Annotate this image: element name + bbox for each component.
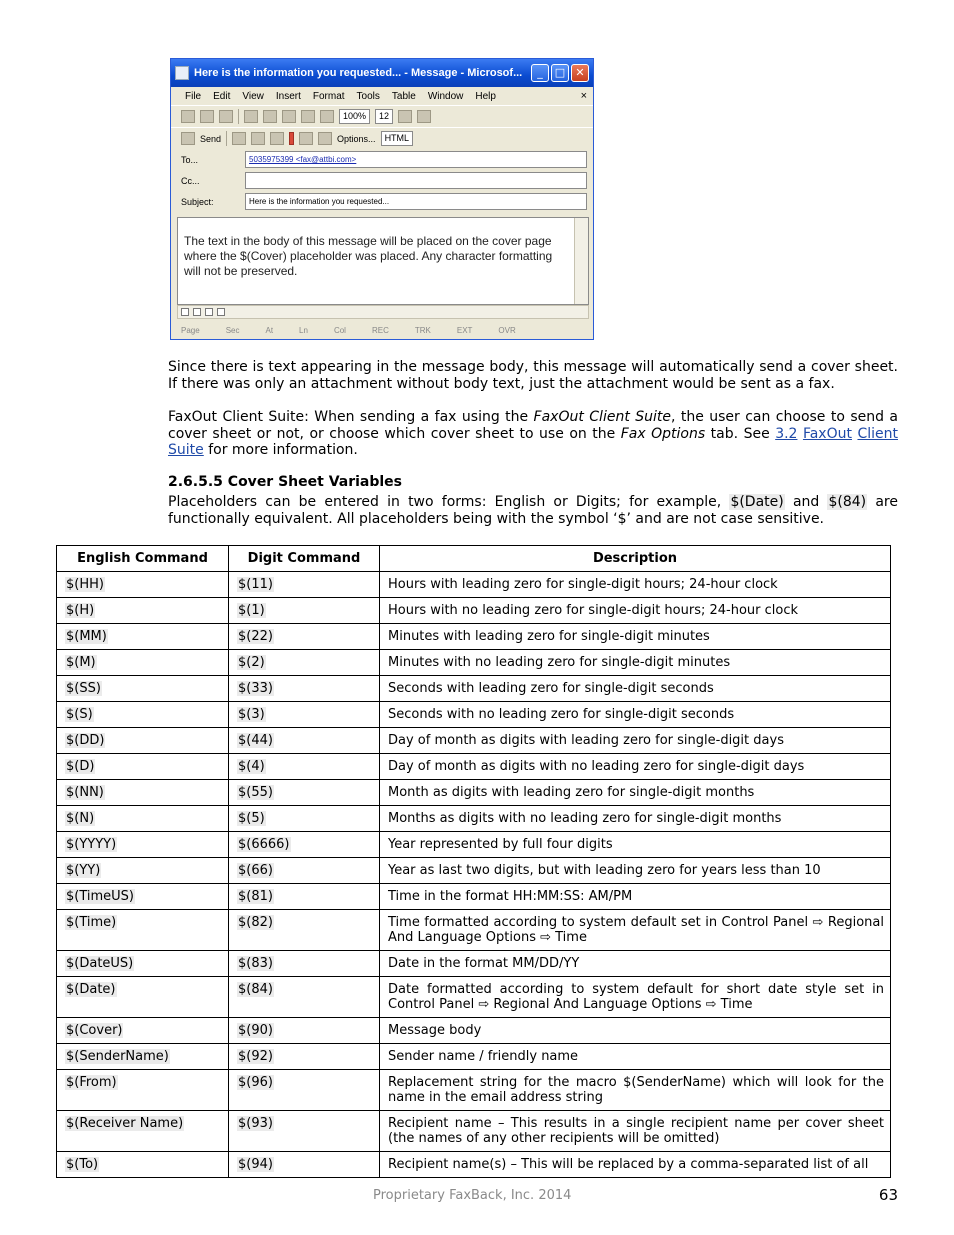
table-row	[57, 1152, 891, 1178]
description-cell: Months as digits with no leading zero for single-digit months	[380, 806, 891, 832]
command-code: $(HH)	[66, 577, 104, 592]
table-row	[57, 754, 891, 780]
description-cell: Message body	[380, 1018, 891, 1044]
command-code: $(3)	[238, 707, 265, 722]
command-code: $(H)	[66, 603, 95, 618]
link-client-suite[interactable]: Client Suite	[168, 425, 898, 458]
normal-view-icon[interactable]	[181, 308, 189, 316]
importance-high-icon[interactable]	[289, 132, 294, 145]
menu-edit[interactable]: Edit	[213, 90, 231, 102]
digit-command-cell	[229, 676, 380, 702]
description-cell: Recipient name – This results in a single recipient name per cover sheet (the names of any other recipients will be omitted)	[380, 1111, 891, 1152]
command-code: $(DateUS)	[66, 956, 134, 971]
para2-text3: tab. See	[705, 425, 776, 442]
command-code: $(To)	[66, 1157, 99, 1172]
menu-help[interactable]: Help	[475, 90, 496, 102]
para3-text2: and	[784, 494, 828, 510]
faxout-client-paragraph	[168, 409, 898, 459]
menu-table[interactable]: Table	[391, 90, 416, 102]
command-code: $(94)	[238, 1157, 273, 1172]
english-command-cell	[57, 1018, 229, 1044]
paste-icon[interactable]	[263, 110, 277, 123]
description-cell: Replacement string for the macro $(SenderName) which will look for the name in the email address string	[380, 1070, 891, 1111]
menu-close-icon[interactable]: ×	[580, 90, 587, 102]
command-code: $(YYYY)	[66, 837, 117, 852]
english-command-cell	[57, 858, 229, 884]
english-command-cell	[57, 780, 229, 806]
command-code: $(83)	[238, 956, 273, 971]
print-view-icon[interactable]	[205, 308, 213, 316]
table-row	[57, 951, 891, 977]
table-row	[57, 676, 891, 702]
english-command-cell	[57, 951, 229, 977]
digit-command-cell	[229, 780, 380, 806]
cc-row	[171, 170, 593, 191]
command-code: $(66)	[238, 863, 273, 878]
english-command-cell	[57, 977, 229, 1018]
table-row	[57, 650, 891, 676]
digit-command-cell	[229, 572, 380, 598]
command-code: $(MM)	[66, 629, 107, 644]
address-book-icon[interactable]	[251, 132, 265, 145]
table-row	[57, 1111, 891, 1152]
table-row	[57, 806, 891, 832]
to-field[interactable]: 5035975399 <fax@attbi.com>	[245, 151, 587, 168]
command-code: $(SS)	[66, 681, 101, 696]
command-code: $(82)	[238, 915, 273, 930]
command-code: $(NN)	[66, 785, 104, 800]
attach-icon[interactable]	[232, 132, 246, 145]
align-left-icon[interactable]	[398, 110, 412, 123]
outline-view-icon[interactable]	[217, 308, 225, 316]
status-ln: Ln	[299, 325, 308, 335]
english-command-cell	[57, 728, 229, 754]
english-command-cell	[57, 676, 229, 702]
english-command-cell	[57, 1111, 229, 1152]
command-code: $(22)	[238, 629, 273, 644]
table-row	[57, 884, 891, 910]
importance-low-icon[interactable]	[299, 132, 313, 145]
align-center-icon[interactable]	[417, 110, 431, 123]
toolbar-separator	[238, 109, 239, 124]
description-cell: Time formatted according to system default set in Control Panel ⇨ Regional And Language Options ⇨ Time	[380, 910, 891, 951]
digit-command-cell	[229, 910, 380, 951]
table-row	[57, 977, 891, 1018]
description-cell: Time in the format HH:MM:SS: AM/PM	[380, 884, 891, 910]
link-faxout[interactable]: FaxOut	[802, 425, 852, 442]
command-code: $(93)	[238, 1116, 273, 1131]
table-row	[57, 780, 891, 806]
table-row	[57, 728, 891, 754]
table-row	[57, 598, 891, 624]
command-code: $(2)	[238, 655, 265, 670]
table-row	[57, 702, 891, 728]
digit-command-cell	[229, 650, 380, 676]
command-code: $(Date)	[66, 982, 116, 997]
command-code: $(96)	[238, 1075, 273, 1090]
digit-command-cell	[229, 884, 380, 910]
digit-command-cell	[229, 977, 380, 1018]
new-icon[interactable]	[181, 110, 195, 123]
english-command-cell	[57, 650, 229, 676]
status-col: Col	[333, 325, 346, 335]
para2-text1: FaxOut Client Suite: When sending a fax using the	[168, 409, 534, 425]
command-code: $(4)	[238, 759, 265, 774]
status-trk: TRK	[414, 325, 431, 335]
digit-command-cell	[229, 1111, 380, 1152]
command-code: $(M)	[66, 655, 96, 670]
description-cell: Seconds with no leading zero for single-digit seconds	[380, 702, 891, 728]
digit-command-cell	[229, 1044, 380, 1070]
formatting-toolbar	[171, 105, 593, 127]
menu-file[interactable]: File	[185, 90, 202, 102]
status-page: Page	[181, 325, 200, 335]
undo-icon[interactable]	[301, 110, 315, 123]
menu-tools[interactable]: Tools	[356, 90, 380, 102]
command-code: $(N)	[66, 811, 95, 826]
table-row	[57, 832, 891, 858]
digit-command-cell	[229, 598, 380, 624]
english-command-cell	[57, 1152, 229, 1178]
status-ovr: OVR	[498, 325, 516, 335]
font-size-select[interactable]: 12	[375, 109, 393, 124]
para2-emph2: Fax Options	[620, 425, 706, 442]
format-painter-icon[interactable]	[282, 110, 296, 123]
table-row	[57, 624, 891, 650]
close-icon[interactable]: ✕	[571, 64, 589, 82]
status-at: At	[265, 325, 274, 335]
subject-label: Subject:	[181, 196, 214, 207]
send-toolbar	[171, 127, 593, 149]
english-command-cell	[57, 910, 229, 951]
table-row	[57, 1070, 891, 1111]
check-names-icon[interactable]	[270, 132, 284, 145]
table-row	[57, 572, 891, 598]
table-row	[57, 1044, 891, 1070]
digit-command-cell	[229, 754, 380, 780]
digit-command-cell	[229, 806, 380, 832]
command-code: $(92)	[238, 1049, 273, 1064]
toolbar-separator	[226, 131, 227, 146]
header-description: Description	[380, 546, 891, 572]
outlook-message-screenshot	[170, 58, 594, 340]
english-command-cell	[57, 832, 229, 858]
english-command-cell	[57, 702, 229, 728]
command-code: $(SenderName)	[66, 1049, 169, 1064]
cc-field[interactable]	[245, 172, 587, 189]
description-cell: Year as last two digits, but with leading zero for years less than 10	[380, 858, 891, 884]
zoom-select[interactable]: 100%	[339, 109, 370, 124]
description-cell: Date formatted according to system default for short date style set in Control Panel ⇨ Regional And Language Options ⇨ Time	[380, 977, 891, 1018]
command-code: $(TimeUS)	[66, 889, 134, 904]
subject-row	[171, 191, 593, 212]
options-button[interactable]: Options...	[337, 133, 376, 144]
description-cell: Year represented by full four digits	[380, 832, 891, 858]
table-row	[57, 858, 891, 884]
english-command-cell	[57, 806, 229, 832]
digit-command-cell	[229, 624, 380, 650]
open-icon[interactable]	[200, 110, 214, 123]
digit-command-cell	[229, 858, 380, 884]
command-code: $(84)	[238, 982, 273, 997]
horizontal-scrollbar[interactable]	[177, 305, 589, 319]
status-bar	[171, 321, 593, 339]
digit-command-cell	[229, 1152, 380, 1178]
english-command-cell	[57, 754, 229, 780]
maximize-icon[interactable]: □	[551, 64, 569, 82]
command-code: $(Receiver Name)	[66, 1116, 184, 1131]
menubar	[171, 87, 593, 105]
menu-insert[interactable]: Insert	[275, 90, 301, 102]
digit-command-cell	[229, 1070, 380, 1111]
digit-command-cell	[229, 1018, 380, 1044]
para3-text3: are functionally equivalent. All placeholders being with the symbol ‘$’ and are not case sensitive.	[168, 494, 898, 527]
english-command-cell	[57, 598, 229, 624]
command-code: $(1)	[238, 603, 265, 618]
description-cell: Sender name / friendly name	[380, 1044, 891, 1070]
digit-command-cell	[229, 832, 380, 858]
command-code: $(44)	[238, 733, 273, 748]
command-code: $(S)	[66, 707, 93, 722]
menu-format[interactable]: Format	[312, 90, 345, 102]
command-code: $(From)	[66, 1075, 117, 1090]
status-sec: Sec	[225, 325, 240, 335]
english-command-cell	[57, 572, 229, 598]
status-ext: EXT	[456, 325, 473, 335]
code-84: $(84)	[828, 494, 867, 510]
flag-icon[interactable]	[318, 132, 332, 145]
code-date: $(Date)	[730, 494, 784, 510]
description-cell: Minutes with leading zero for single-digit minutes	[380, 624, 891, 650]
cc-button[interactable]: Cc...	[181, 175, 200, 186]
command-code: $(Time)	[66, 915, 117, 930]
send-button[interactable]: Send	[200, 133, 222, 144]
command-code: $(YY)	[66, 863, 101, 878]
description-cell: Hours with leading zero for single-digit hours; 24-hour clock	[380, 572, 891, 598]
para2-text2: , the user can choose to send a cover sheet or not, or choose which cover sheet to use on the	[168, 409, 898, 442]
status-rec: REC	[371, 325, 389, 335]
header-digit-command: Digit Command	[229, 546, 380, 572]
para2-emph1: FaxOut Client Suite	[533, 409, 671, 425]
placeholders-paragraph	[168, 494, 898, 527]
command-code: $(11)	[238, 577, 273, 592]
menu-view[interactable]: View	[242, 90, 264, 102]
cover-sheet-paragraph: Since there is text appearing in the message body, this message will automatically send a cover sheet. If there was only an attachment without body text, just the attachment would be sent as a fax.	[168, 359, 898, 392]
print-icon[interactable]	[244, 110, 258, 123]
table-header-row	[57, 546, 891, 572]
digit-command-cell	[229, 951, 380, 977]
command-code: $(81)	[238, 889, 273, 904]
digit-command-cell	[229, 702, 380, 728]
web-view-icon[interactable]	[193, 308, 201, 316]
description-cell: Hours with no leading zero for single-digit hours; 24-hour clock	[380, 598, 891, 624]
vertical-scrollbar[interactable]	[574, 218, 588, 304]
command-code: $(6666)	[238, 837, 290, 852]
command-code: $(D)	[66, 759, 95, 774]
format-select[interactable]: HTML	[381, 131, 414, 146]
table-row	[57, 1018, 891, 1044]
english-command-cell	[57, 624, 229, 650]
command-code: $(90)	[238, 1023, 273, 1038]
to-button[interactable]: To...	[181, 154, 199, 165]
command-code: $(Cover)	[66, 1023, 123, 1038]
link-section-3-2[interactable]: 3.2	[775, 425, 798, 442]
description-cell: Day of month as digits with leading zero for single-digit days	[380, 728, 891, 754]
table-row	[57, 910, 891, 951]
message-body-text: The text in the body of this message will be placed on the cover page where the $(Cover) placeholder was placed. Any character formatting will not be preserved.	[184, 234, 553, 278]
description-cell: Day of month as digits with no leading zero for single-digit days	[380, 754, 891, 780]
minimize-icon[interactable]: _	[531, 64, 549, 82]
description-cell: Date in the format MM/DD/YY	[380, 951, 891, 977]
description-cell: Seconds with leading zero for single-digit seconds	[380, 676, 891, 702]
description-cell: Month as digits with leading zero for single-digit months	[380, 780, 891, 806]
description-cell: Recipient name(s) – This will be replaced by a comma-separated list of all	[380, 1152, 891, 1178]
description-cell: Minutes with no leading zero for single-digit minutes	[380, 650, 891, 676]
footer: Proprietary FaxBack, Inc. 2014	[373, 1188, 572, 1203]
command-code: $(5)	[238, 811, 265, 826]
send-icon[interactable]	[181, 132, 195, 145]
english-command-cell	[57, 884, 229, 910]
message-icon	[175, 66, 189, 80]
insert-icon[interactable]	[320, 110, 334, 123]
window-title: Here is the information you requested... - Message - Microsof...	[194, 67, 523, 79]
para3-text1: Placeholders can be entered in two forms: English or Digits; for example,	[168, 494, 730, 510]
english-command-cell	[57, 1044, 229, 1070]
digit-command-cell	[229, 728, 380, 754]
message-body[interactable]	[177, 217, 589, 305]
page-number: 63	[878, 1186, 898, 1204]
menu-window[interactable]: Window	[427, 90, 464, 102]
english-command-cell	[57, 1070, 229, 1111]
command-code: $(33)	[238, 681, 273, 696]
command-code: $(DD)	[66, 733, 105, 748]
para2-text4: for more information.	[203, 442, 358, 458]
section-heading: 2.6.5.5 Cover Sheet Variables	[168, 474, 403, 490]
window-titlebar	[171, 59, 593, 87]
cover-sheet-variables-table	[56, 545, 891, 1178]
save-icon[interactable]	[219, 110, 233, 123]
command-code: $(55)	[238, 785, 273, 800]
subject-field[interactable]: Here is the information you requested...	[245, 193, 587, 210]
header-english-command: English Command	[57, 546, 229, 572]
to-row	[171, 149, 593, 170]
